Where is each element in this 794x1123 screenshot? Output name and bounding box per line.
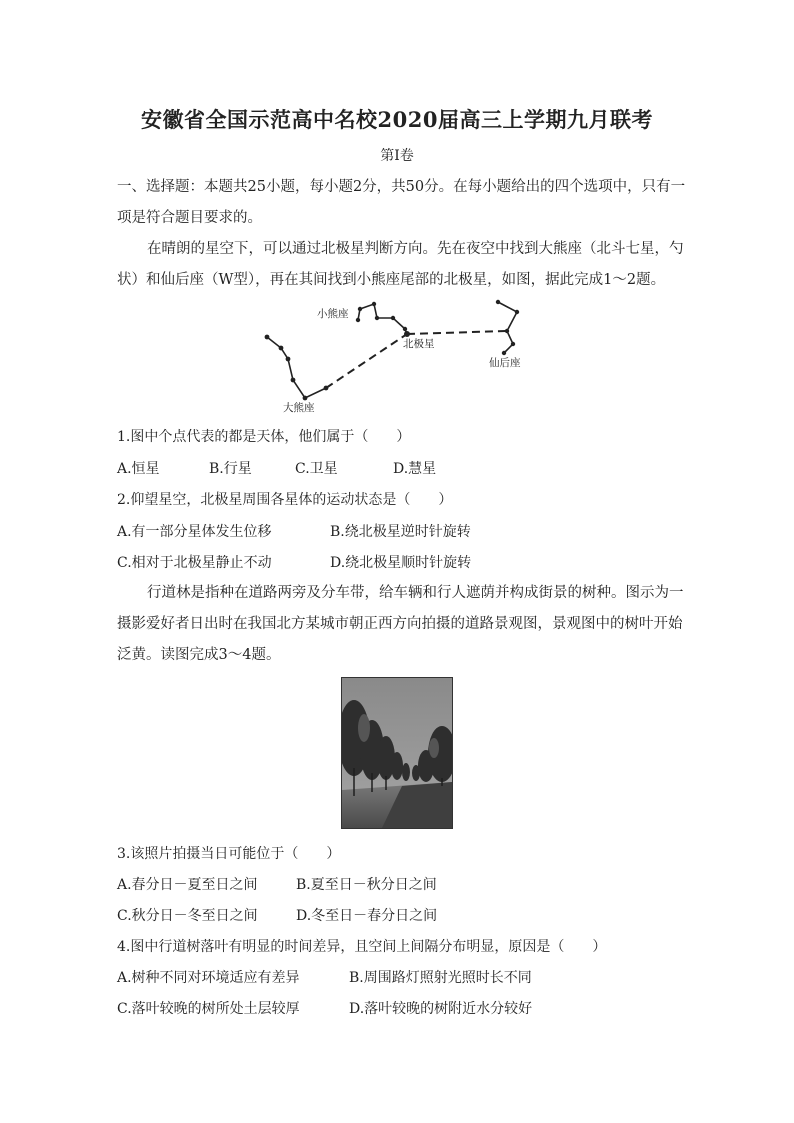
q4-option-a: A.树种不同对环境适应有差异	[117, 970, 300, 986]
q2-option-b: B.绕北极星逆时针旋转	[330, 524, 471, 540]
q3-option-c: C.秋分日－冬至日之间	[117, 908, 258, 924]
q3-option-a: A.春分日－夏至日之间	[117, 877, 258, 893]
pointer-line-cassiopeia	[407, 331, 507, 334]
q1-option-c: C.卫星	[295, 461, 338, 477]
label-cassiopeia: 仙后座	[489, 357, 521, 369]
q1-option-d: D.慧星	[393, 461, 437, 477]
q1-stem: 1.图中个点代表的都是天体，他们属于（ ）	[117, 429, 411, 445]
little-dipper-line	[358, 304, 407, 334]
exam-title: 安徽省全国示范高中名校2020届高三上学期九月联考	[141, 107, 653, 132]
q4-option-b: B.周围路灯照射光照时长不同	[349, 970, 532, 986]
road-photo	[341, 677, 453, 829]
q4-option-d: D.落叶较晚的树附近水分较好	[349, 1001, 533, 1017]
pointer-line-big-dipper	[326, 334, 407, 388]
road-photo-image	[342, 678, 452, 828]
label-polaris: 北极星	[403, 338, 435, 350]
q2-stem: 2.仰望星空，北极星周围各星体的运动状态是（ ）	[117, 492, 453, 508]
q3-stem: 3.该照片拍摄当日可能位于（ ）	[117, 846, 341, 862]
constellation-figure	[255, 296, 545, 416]
label-big-dipper: 大熊座	[283, 402, 315, 414]
label-little-dipper: 小熊座	[317, 308, 349, 320]
passage-2: 行道林是指种在道路两旁及分车带，给车辆和行人遮荫并构成街景的树种。图示为一摄影爱好者日出时在我国北方某城市朝正西方向拍摄的道路景观图，景观图中的树叶开始泛黄。读图完成3～4题。	[117, 585, 684, 663]
q4-option-c: C.落叶较晚的树所处土层较厚	[117, 1001, 300, 1017]
instructions-text: 一、选择题：本题共25小题，每小题2分，共50分。在每小题给出的四个选项中，只有一项是符合题目要求的。	[117, 179, 686, 226]
passage-1: 在晴朗的星空下，可以通过北极星判断方向。先在夜空中找到大熊座（北斗七星，勺状）和仙后座（W型），再在其间找到小熊座尾部的北极星，如图，据此完成1～2题。	[117, 241, 684, 288]
q1-option-b: B.行星	[209, 461, 252, 477]
q3-option-d: D.冬至日－春分日之间	[296, 908, 438, 924]
q3-option-b: B.夏至日－秋分日之间	[296, 877, 437, 893]
q2-option-c: C.相对于北极星静止不动	[117, 555, 272, 571]
q2-option-a: A.有一部分星体发生位移	[117, 524, 272, 540]
big-dipper-line	[267, 337, 326, 398]
q2-option-d: D.绕北极星顺时针旋转	[330, 555, 472, 571]
section-label: 第I卷	[380, 148, 414, 164]
q4-stem: 4.图中行道树落叶有明显的时间差异，且空间上间隔分布明显，原因是（ ）	[117, 939, 607, 955]
q1-option-a: A.恒星	[117, 461, 160, 477]
